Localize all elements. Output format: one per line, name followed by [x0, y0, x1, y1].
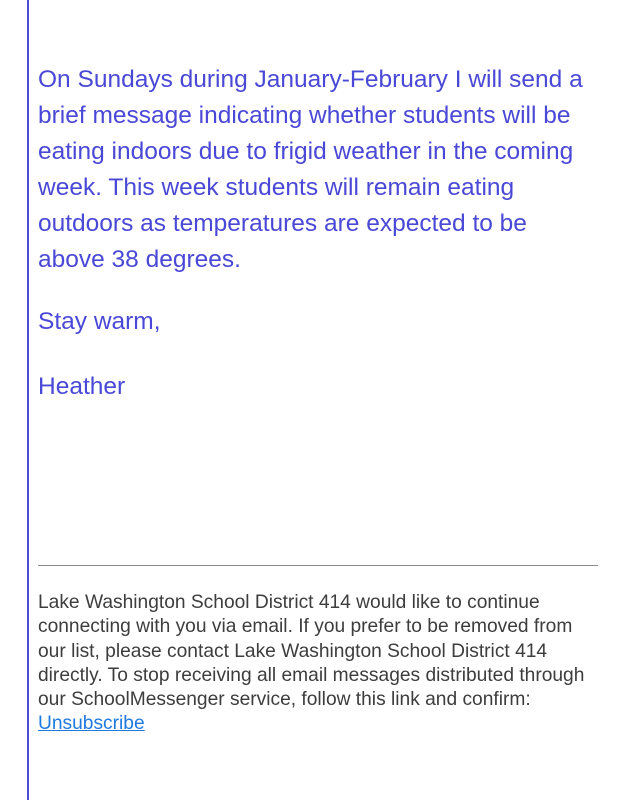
unsubscribe-link[interactable]: Unsubscribe [38, 713, 145, 735]
message-signoff: Stay warm, [38, 308, 161, 335]
footer-divider [38, 565, 598, 566]
quote-bar [27, 0, 29, 800]
email-footer [38, 591, 598, 737]
email-message [38, 62, 598, 405]
message-body: On Sundays during January-February I will send a brief message indicating whether students will be eating indoors due to frigid weather in the coming week. This week students will remain eating outdoors as temperatures are expected to be above 38 degrees. [38, 66, 583, 273]
footer-notice: Lake Washington School District 414 would like to continue connecting with you via email. If you prefer to be removed from our list, please contact Lake Washington School District 414 directly. To stop receiving all email messages distributed through our SchoolMessenger service, follow this link and confirm: [38, 592, 585, 711]
message-signature: Heather [38, 373, 126, 400]
